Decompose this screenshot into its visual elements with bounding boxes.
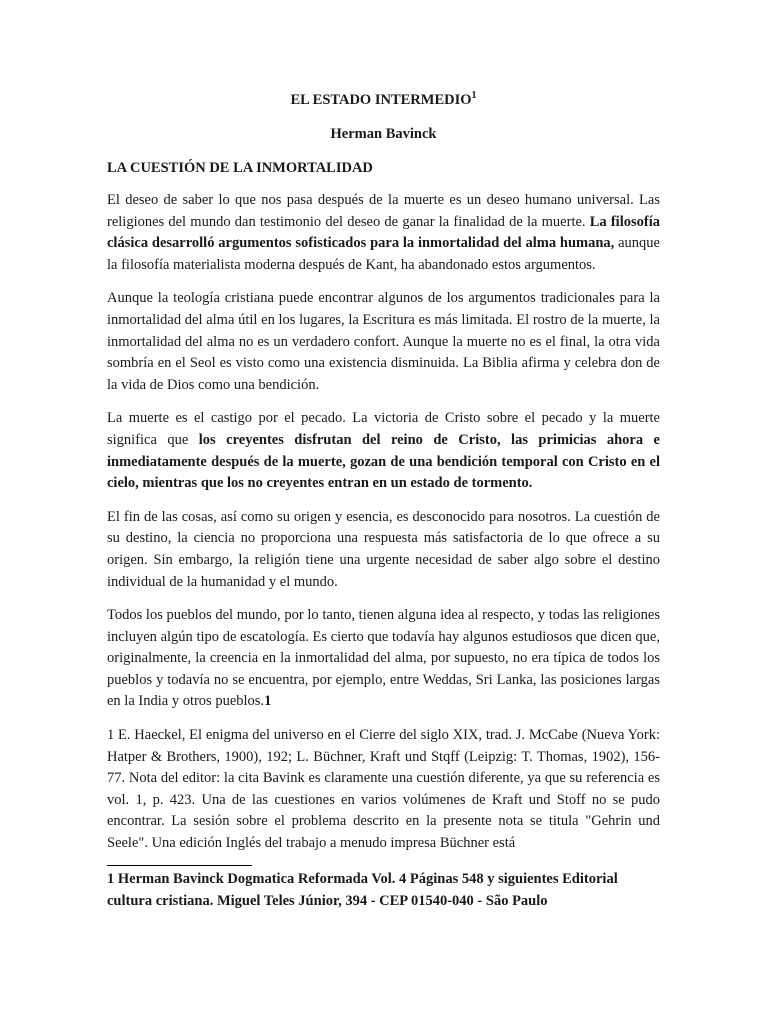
paragraph-5 [107,605,660,713]
section-heading: LA CUESTIÓN DE LA INMORTALIDAD [107,160,373,176]
paragraph-6: 1 E. Haeckel, El enigma del universo en el Cierre del siglo XIX, trad. J. McCabe (Nueva York: Hatper & Brothers, 1900), 192; L. Büchner, Kraft und Stqff (Leipzig: T. Thomas, 1902), 156-77. Nota del editor: la cita Bavink es claramente una cuestión diferente, ya que su referencia es vol. 1, p. 423. Una de las cuestiones en varios volúmenes de Kraft und Stoff no se pudo encontrar. La sesión sobre el problema descrito en la presente nota se titula "Gehrin und Seele". Una edición Inglés del trabajo a menudo impresa Büchner está [107,727,660,852]
paragraph-3 [107,408,660,494]
document-page [107,84,660,912]
footnote [107,868,660,912]
footnote-separator [107,865,252,866]
paragraph-5-note-ref: 1 [264,693,272,710]
paragraph-3-bold: los creyentes disfrutan del reino de Cristo, las primicias ahora e inmediatamente después de la muerte, gozan de una bendición temporal con Cristo en el cielo, mientras que los no creyentes entran en un estado de tormento. [107,431,660,492]
document-title [107,90,660,110]
paragraph-2: Aunque la teología cristiana puede encontrar algunos de los argumentos tradicionales para la inmortalidad del alma útil en los lugares, la Escritura es más limitada. El rostro de la muerte, la inmortalidad del alma no es un verdadero confort. Aunque la muerte no es el final, la otra vida sombría en el Seol es visto como una existencia disminuida. La Biblia afirma y celebra don de la vida de Dios como una bendición. [107,290,660,393]
footnote-line-1: 1 Herman Bavinck Dogmatica Reformada Vol. 4 Páginas 548 y siguientes Editorial [107,870,618,887]
paragraph-3-text-a: La muerte es el castigo por el pecado. La victoria de Cristo sobre el pecado y la muerte significa que [107,410,660,448]
paragraph-4: El fin de las cosas, así como su origen y esencia, es desconocido para nosotros. La cuestión de su destino, la ciencia no proporciona una respuesta más satisfactoria de lo que ofrece a su origen. Sin embargo, la religión tiene una urgente necesidad de saber algo sobre el destino individual de la humanidad y el mundo. [107,508,660,590]
paragraph-1-text-a: El deseo de saber lo que nos pasa después de la muerte es un deseo humano universal. Las religiones del mundo dan testimonio del deseo de ganar la finalidad de la muerte. [107,192,660,230]
paragraph-1-bold: La filosofía clásica desarrolló argumentos sofisticados para la inmortalidad del alma humana, [107,213,660,252]
paragraph-1 [107,190,660,276]
title-text: EL ESTADO INTERMEDIO [290,92,472,108]
title-footnote-mark: 1 [471,90,477,102]
footnote-line-2: cultura cristiana. Miguel Teles Júnior, 394 - CEP 01540-040 - São Paulo [107,892,548,909]
paragraph-5-text: Todos los pueblos del mundo, por lo tanto, tienen alguna idea al respecto, y todas las religiones incluyen algún tipo de escatología. Es cierto que todavía hay algunos estudiosos que dicen que, originalmente, la creencia en la inmortalidad del alma, por supuesto, no era típica de todos los pueblos y todavía no se encuentra, por ejemplo, entre Weddas, Sri Lanka, las posiciones largas en la India y otros pueblos. [107,607,660,710]
author-name: Herman Bavinck [330,126,437,142]
paragraph-1-text-c: aunque la filosofía materialista moderna después de Kant, ha abandonado estos argumentos. [107,235,660,273]
